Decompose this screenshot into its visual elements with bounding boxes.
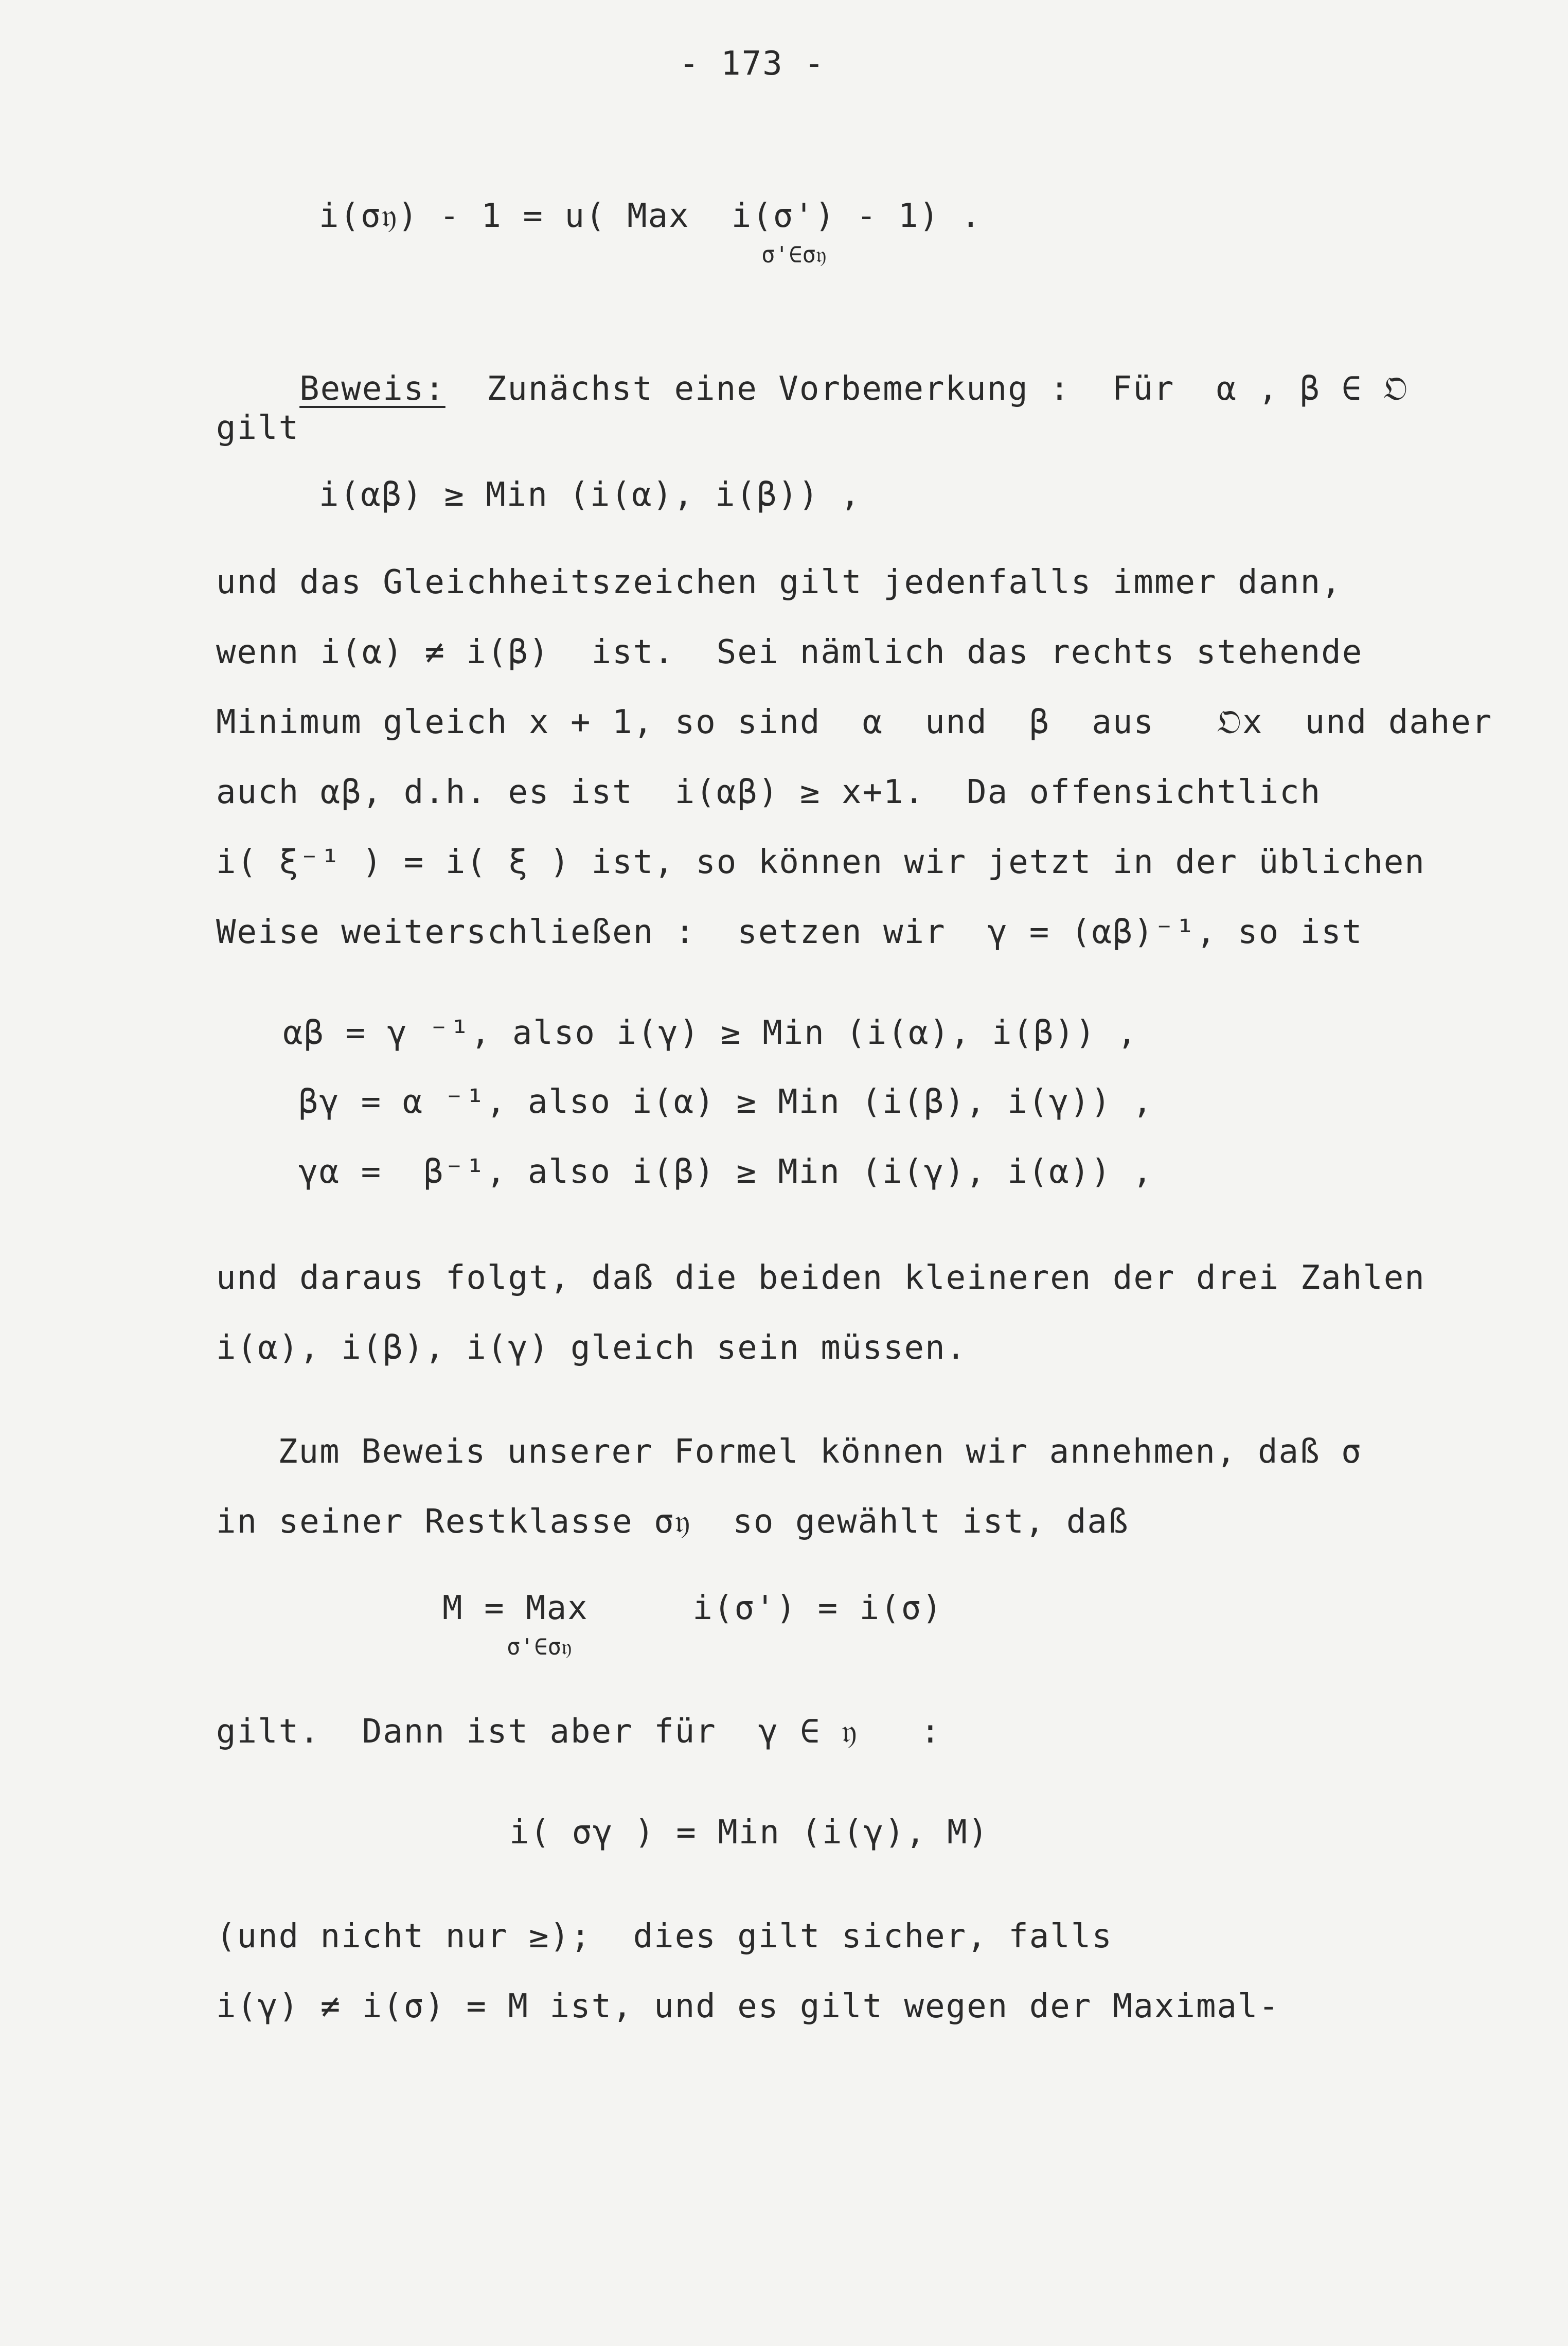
formula-top-below: σ'∈σ𝔶 — [761, 242, 827, 268]
beweis-text: Zunächst eine Vorbemerkung : Für α , β ∈ 𝔒 — [486, 370, 1409, 408]
paragraph-line-2: wenn i(α) ≠ i(β) ist. Sei nämlich das rechts stehende — [216, 633, 1363, 671]
paragraph-line-5: i( ξ⁻¹ ) = i( ξ ) ist, so können wir jetzt in der üblichen — [216, 843, 1426, 881]
paragraph-line-4: auch αβ, d.h. es ist i(αβ) ≥ x+1. Da offensichtlich — [216, 773, 1322, 811]
equation-1: αβ = γ ⁻¹, also i(γ) ≥ Min (i(α), i(β)) , — [283, 1014, 1138, 1052]
paragraph-line-13: i(γ) ≠ i(σ) = M ist, und es gilt wegen der Maximal- — [216, 1987, 1280, 2025]
paragraph-line-12: (und nicht nur ≥); dies gilt sicher, falls — [216, 1917, 1113, 1956]
paragraph-line-11: gilt. Dann ist aber für γ ∈ 𝔶 : — [216, 1713, 941, 1751]
equation-2: βγ = α ⁻¹, also i(α) ≥ Min (i(β), i(γ)) , — [298, 1083, 1153, 1121]
paragraph-line-1: und das Gleichheitszeichen gilt jedenfalls immer dann, — [216, 563, 1342, 601]
formula-top: i(σ𝔶) - 1 = u( Max i(σ') - 1) . — [319, 197, 982, 235]
equation-3: γα = β⁻¹, also i(β) ≥ Min (i(γ), i(α)) , — [298, 1153, 1153, 1191]
paragraph-line-8: i(α), i(β), i(γ) gleich sein müssen. — [216, 1329, 967, 1367]
formula-M: M = Max i(σ') = i(σ) — [442, 1589, 943, 1627]
page-number: - 173 - — [679, 45, 825, 83]
paragraph-line-6: Weise weiterschließen : setzen wir γ = (αβ)⁻¹, so ist — [216, 913, 1363, 951]
gilt-line: gilt — [216, 409, 300, 447]
paragraph-line-3: Minimum gleich x + 1, so sind α und β aus 𝔒x und daher — [216, 703, 1493, 741]
formula-sigma-gamma: i( σγ ) = Min (i(γ), M) — [509, 1814, 989, 1852]
formula-min: i(αβ) ≥ Min (i(α), i(β)) , — [319, 476, 861, 514]
beweis-line — [216, 340, 1409, 438]
formula-M-below: σ'∈σ𝔶 — [507, 1634, 572, 1660]
paragraph-line-9: Zum Beweis unserer Formel können wir annehmen, daß σ — [278, 1433, 1362, 1471]
paragraph-line-10: in seiner Restklasse σ𝔶 so gewählt ist, daß — [216, 1503, 1129, 1541]
paragraph-line-7: und daraus folgt, daß die beiden kleineren der drei Zahlen — [216, 1259, 1426, 1297]
beweis-label: Beweis: — [299, 370, 446, 408]
